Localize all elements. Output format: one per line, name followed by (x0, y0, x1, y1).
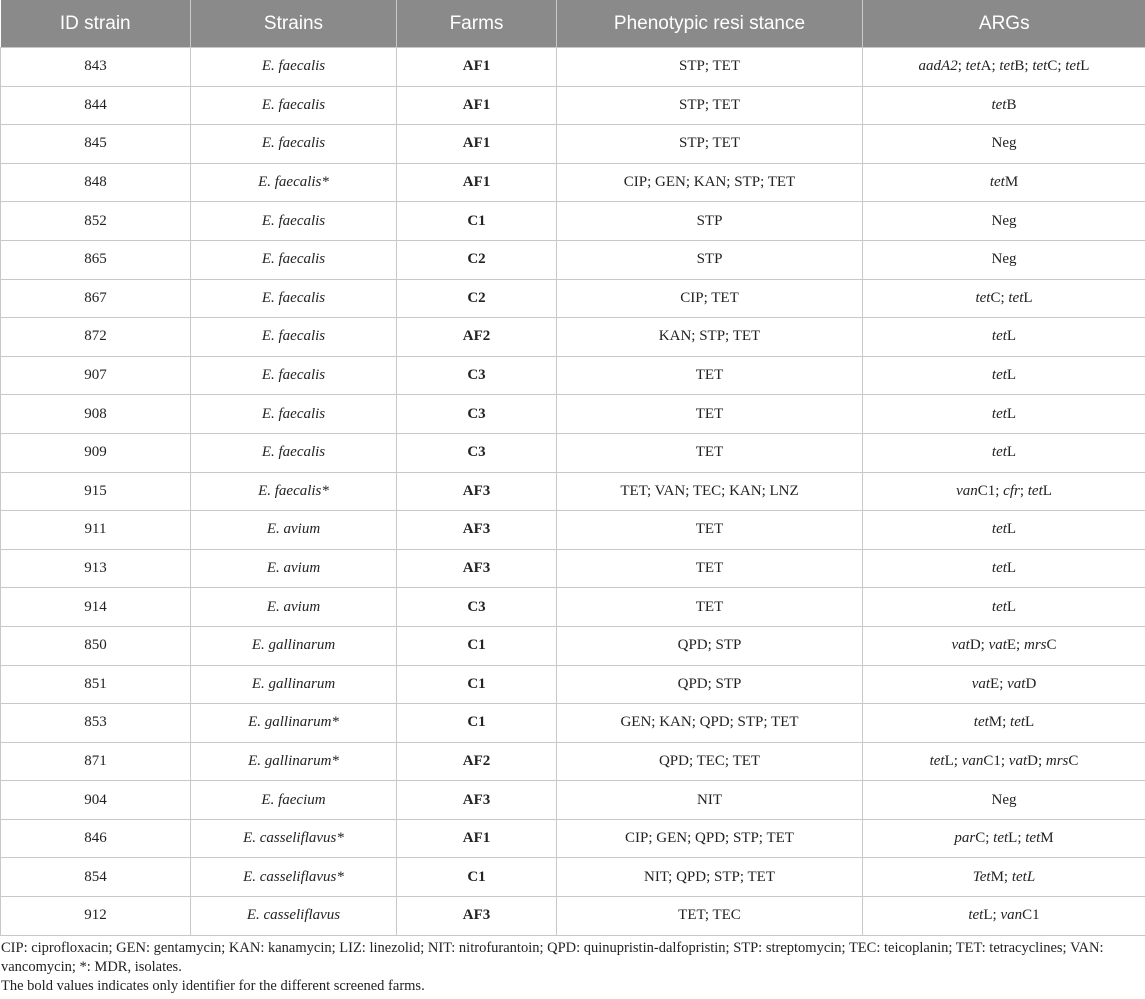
cell-strain: E. faecalis* (191, 472, 397, 511)
cell-farm: AF1 (397, 125, 557, 164)
arg-segment: mrs (1045, 752, 1069, 769)
cell-resistance: GEN; KAN; QPD; STP; TET (557, 704, 863, 743)
table-row (1, 781, 1145, 820)
cell-args (863, 318, 1145, 357)
cell-farm: C3 (397, 356, 557, 395)
arg-segment: Neg (991, 251, 1017, 268)
table-footnotes (0, 936, 1145, 996)
table-row (1, 704, 1145, 743)
cell-resistance: CIP; GEN; QPD; STP; TET (557, 819, 863, 858)
arg-segment: E; (990, 675, 1008, 692)
cell-resistance: TET (557, 549, 863, 588)
arg-segment: L; (1008, 830, 1026, 847)
table-row (1, 318, 1145, 357)
cell-id-strain: 914 (1, 588, 191, 627)
arg-segment: aadA2 (918, 58, 958, 75)
cell-id-strain: 867 (1, 279, 191, 318)
table-row (1, 665, 1145, 704)
cell-resistance: KAN; STP; TET (557, 318, 863, 357)
cell-resistance: QPD; TEC; TET (557, 742, 863, 781)
cell-args (863, 858, 1145, 897)
cell-id-strain: 904 (1, 781, 191, 820)
cell-resistance: STP (557, 202, 863, 241)
cell-id-strain: 843 (1, 48, 191, 87)
table-row (1, 48, 1145, 87)
arg-segment: E; (1006, 637, 1024, 654)
cell-farm: C2 (397, 279, 557, 318)
header-phenotypic-resistance: Phenotypic resi stance (557, 0, 863, 48)
cell-resistance: STP; TET (557, 125, 863, 164)
cell-id-strain: 852 (1, 202, 191, 241)
cell-strain: E. faecalis* (191, 163, 397, 202)
cell-id-strain: 872 (1, 318, 191, 357)
cell-farm: AF2 (397, 318, 557, 357)
arg-segment: L (1006, 521, 1017, 538)
arg-segment: tet (991, 96, 1007, 113)
cell-strain: E. gallinarum (191, 626, 397, 665)
cell-id-strain: 909 (1, 433, 191, 472)
table-row (1, 433, 1145, 472)
table-row (1, 858, 1145, 897)
table-row (1, 356, 1145, 395)
arg-segment: vat (1008, 752, 1028, 769)
cell-farm: AF3 (397, 897, 557, 936)
arg-segment: tet (1010, 714, 1026, 731)
arg-segment: tet (991, 367, 1007, 384)
cell-args (863, 163, 1145, 202)
cell-id-strain: 850 (1, 626, 191, 665)
arg-segment: C; (1047, 58, 1066, 75)
cell-farm: C3 (397, 588, 557, 627)
arg-segment: B (1006, 96, 1017, 113)
cell-strain: E. gallinarum* (191, 704, 397, 743)
table-row (1, 742, 1145, 781)
cell-args (863, 704, 1145, 743)
cell-farm: AF3 (397, 549, 557, 588)
header-strains: Strains (191, 0, 397, 48)
arg-segment: mrs (1023, 637, 1047, 654)
cell-args (863, 433, 1145, 472)
cell-strain: E. gallinarum* (191, 742, 397, 781)
cell-strain: E. gallinarum (191, 665, 397, 704)
cell-farm: AF3 (397, 472, 557, 511)
cell-farm: AF3 (397, 781, 557, 820)
table-row (1, 472, 1145, 511)
arg-segment: tet (929, 752, 945, 769)
cell-strain: E. faecalis (191, 279, 397, 318)
abbreviations-note: CIP: ciprofloxacin; GEN: gentamycin; KAN: kanamycin; LIZ: linezolid; NIT: nitrofurantoin; QPD: quinupristin-dalfopristin; STP: streptomycin; TEC: teicoplanin; TET: tetracyclines; VAN: vancomycin; *: MDR, isolates. (1, 939, 1104, 975)
cell-id-strain: 871 (1, 742, 191, 781)
cell-args (863, 549, 1145, 588)
table-row (1, 511, 1145, 550)
arg-segment: L (1006, 444, 1017, 461)
cell-resistance: NIT (557, 781, 863, 820)
table-row (1, 626, 1145, 665)
arg-segment: D; (1027, 752, 1046, 769)
arg-segment: L (1006, 405, 1017, 422)
arg-segment: D (1025, 675, 1037, 692)
arg-segment: D; (969, 637, 989, 654)
cell-id-strain: 845 (1, 125, 191, 164)
table-row (1, 86, 1145, 125)
arg-segment: tet (965, 58, 981, 75)
cell-strain: E. faecalis (191, 356, 397, 395)
cell-resistance: STP; TET (557, 48, 863, 87)
cell-strain: E. avium (191, 511, 397, 550)
arg-segment: van (956, 482, 978, 499)
cell-farm: C1 (397, 626, 557, 665)
header-args: ARGs (863, 0, 1145, 48)
table-row (1, 549, 1145, 588)
cell-args (863, 781, 1145, 820)
cell-id-strain: 851 (1, 665, 191, 704)
arg-segment: M; (990, 868, 1012, 885)
arg-segment: L (1006, 367, 1017, 384)
arg-segment: tet (973, 714, 989, 731)
arg-segment: tet (975, 289, 991, 306)
cell-farm: C2 (397, 240, 557, 279)
arg-segment: C; (975, 830, 994, 847)
cell-farm: AF1 (397, 86, 557, 125)
cell-id-strain: 907 (1, 356, 191, 395)
cell-strain: E. casseliflavus (191, 897, 397, 936)
arg-segment: tet (1065, 58, 1081, 75)
table-row (1, 819, 1145, 858)
cell-farm: AF1 (397, 163, 557, 202)
table-row (1, 279, 1145, 318)
arg-segment: M (1004, 174, 1019, 191)
cell-args (863, 279, 1145, 318)
arg-segment: L (1042, 482, 1052, 499)
cell-id-strain: 913 (1, 549, 191, 588)
arg-segment: tet (1032, 58, 1048, 75)
cell-args (863, 588, 1145, 627)
header-farms: Farms (397, 0, 557, 48)
arg-segment: C (1046, 637, 1057, 654)
cell-id-strain: 853 (1, 704, 191, 743)
cell-strain: E. faecalis (191, 202, 397, 241)
cell-strain: E. faecalis (191, 433, 397, 472)
arg-segment: ; (1019, 482, 1028, 499)
cell-strain: E. faecalis (191, 86, 397, 125)
cell-resistance: QPD; STP (557, 626, 863, 665)
arg-segment: tet (991, 328, 1007, 345)
arg-segment: L (1006, 598, 1017, 615)
table-row (1, 163, 1145, 202)
arg-segment: L (1025, 714, 1035, 731)
arg-segment: Neg (991, 791, 1017, 808)
arg-segment: tet (1025, 830, 1041, 847)
cell-id-strain: 854 (1, 858, 191, 897)
cell-strain: E. faecalis (191, 395, 397, 434)
arg-segment: tet (991, 598, 1007, 615)
arg-segment: L (1006, 560, 1017, 577)
cell-strain: E. faecalis (191, 318, 397, 357)
arg-segment: tet (989, 174, 1005, 191)
cell-args (863, 511, 1145, 550)
cell-resistance: TET; TEC (557, 897, 863, 936)
arg-segment: van (1000, 907, 1023, 924)
cell-farm: AF3 (397, 511, 557, 550)
arg-segment: tet (991, 444, 1007, 461)
arg-segment: vat (971, 675, 991, 692)
cell-id-strain: 911 (1, 511, 191, 550)
cell-args (863, 125, 1145, 164)
cell-args (863, 395, 1145, 434)
arg-segment: tet (991, 405, 1007, 422)
arg-segment: cfr (1003, 482, 1020, 499)
cell-id-strain: 865 (1, 240, 191, 279)
cell-args (863, 819, 1145, 858)
cell-args (863, 626, 1145, 665)
cell-id-strain: 844 (1, 86, 191, 125)
cell-resistance: TET (557, 433, 863, 472)
arg-segment: L; (983, 907, 1001, 924)
cell-id-strain: 908 (1, 395, 191, 434)
arg-segment: L; (944, 752, 962, 769)
cell-resistance: TET (557, 356, 863, 395)
cell-farm: C1 (397, 202, 557, 241)
arg-segment: C (1068, 752, 1079, 769)
arg-segment: tet (991, 560, 1007, 577)
arg-segment: L (1023, 289, 1033, 306)
cell-args (863, 742, 1145, 781)
arg-segment: tet (991, 521, 1007, 538)
cell-strain: E. faecium (191, 781, 397, 820)
arg-segment: Neg (991, 135, 1017, 152)
cell-args (863, 202, 1145, 241)
arg-segment: tet (999, 58, 1015, 75)
cell-resistance: TET (557, 588, 863, 627)
header-id-strain: ID strain (1, 0, 191, 48)
cell-farm: C1 (397, 704, 557, 743)
cell-args (863, 48, 1145, 87)
cell-id-strain: 915 (1, 472, 191, 511)
arg-segment: vat (1007, 675, 1026, 692)
arg-segment: tet (1027, 482, 1043, 499)
cell-resistance: QPD; STP (557, 665, 863, 704)
cell-resistance: TET (557, 395, 863, 434)
table-row (1, 588, 1145, 627)
cell-strain: E. casseliflavus* (191, 858, 397, 897)
cell-resistance: TET; VAN; TEC; KAN; LNZ (557, 472, 863, 511)
cell-farm: C3 (397, 395, 557, 434)
table-body (1, 48, 1145, 936)
arg-segment: Tet (972, 868, 991, 885)
cell-id-strain: 912 (1, 897, 191, 936)
cell-strain: E. faecalis (191, 48, 397, 87)
arg-segment: C1; (983, 752, 1009, 769)
cell-farm: AF2 (397, 742, 557, 781)
arg-segment: Neg (991, 212, 1017, 229)
arg-segment: B; (1014, 58, 1033, 75)
cell-id-strain: 846 (1, 819, 191, 858)
arg-segment: M (1040, 830, 1054, 847)
cell-strain: E. faecalis (191, 240, 397, 279)
cell-args (863, 240, 1145, 279)
cell-args (863, 86, 1145, 125)
arg-segment: van (961, 752, 984, 769)
cell-args (863, 665, 1145, 704)
arg-segment: C1 (1022, 907, 1040, 924)
cell-resistance: TET (557, 511, 863, 550)
cell-resistance: STP (557, 240, 863, 279)
table-row (1, 125, 1145, 164)
cell-farm: C3 (397, 433, 557, 472)
table-row (1, 897, 1145, 936)
cell-farm: AF1 (397, 48, 557, 87)
cell-args (863, 897, 1145, 936)
cell-farm: C1 (397, 665, 557, 704)
arg-segment: tet (968, 907, 984, 924)
table-row (1, 202, 1145, 241)
cell-farm: C1 (397, 858, 557, 897)
arg-segment: L (1006, 328, 1017, 345)
arg-segment: C; (990, 289, 1009, 306)
cell-strain: E. casseliflavus* (191, 819, 397, 858)
arg-segment: C1; (977, 482, 1004, 499)
arg-segment: vat (988, 637, 1007, 654)
arg-segment: ; (957, 58, 966, 75)
table-row (1, 240, 1145, 279)
arg-segment: par (954, 830, 976, 847)
cell-resistance: CIP; TET (557, 279, 863, 318)
cell-args (863, 356, 1145, 395)
cell-strain: E. faecalis (191, 125, 397, 164)
cell-farm: AF1 (397, 819, 557, 858)
cell-resistance: CIP; GEN; KAN; STP; TET (557, 163, 863, 202)
header-row (1, 0, 1145, 48)
bold-values-note: The bold values indicates only identifier for the different screened farms. (1, 977, 425, 994)
table-row (1, 395, 1145, 434)
arg-segment: tet (1008, 289, 1024, 306)
cell-args (863, 472, 1145, 511)
arg-segment: tetL (1011, 868, 1036, 885)
cell-strain: E. avium (191, 588, 397, 627)
arg-segment: tet (993, 830, 1009, 847)
arg-segment: M; (988, 714, 1011, 731)
cell-resistance: STP; TET (557, 86, 863, 125)
arg-segment: A; (980, 58, 1000, 75)
cell-resistance: NIT; QPD; STP; TET (557, 858, 863, 897)
arg-segment: vat (951, 637, 970, 654)
cell-strain: E. avium (191, 549, 397, 588)
arg-segment: L (1080, 58, 1090, 75)
cell-id-strain: 848 (1, 163, 191, 202)
